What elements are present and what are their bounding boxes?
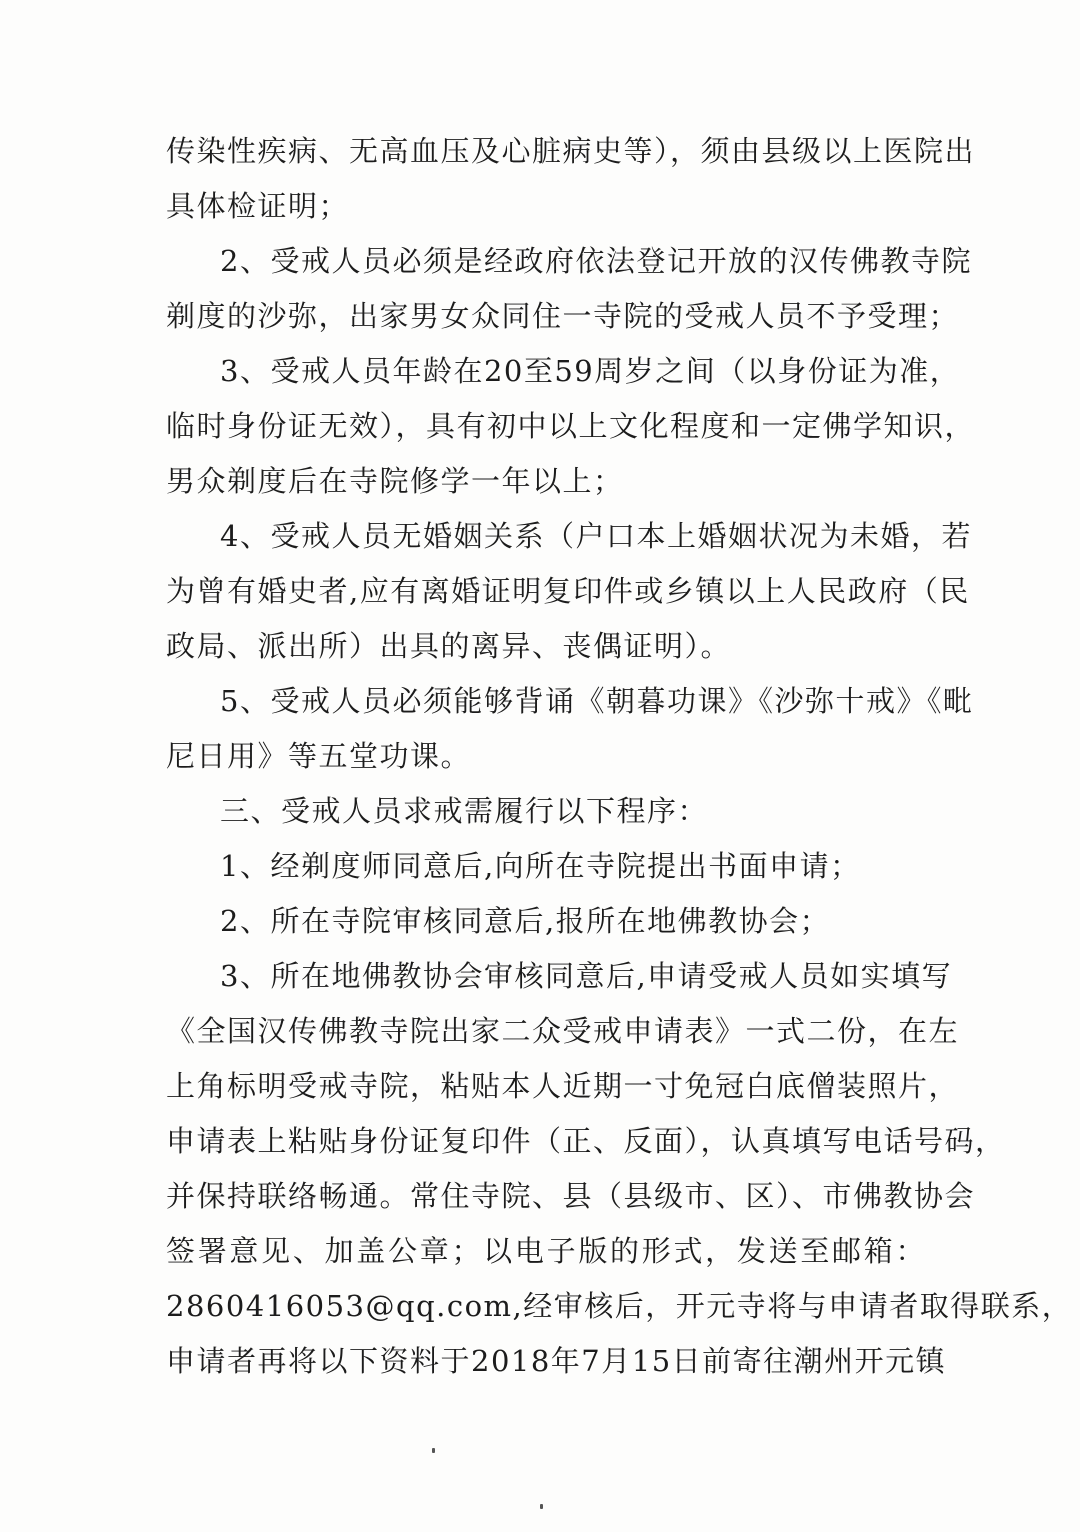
- text-line: 3、所在地佛教协会审核同意后,申请受戒人员如实填写: [220, 959, 953, 993]
- text-line: 5、受戒人员必须能够背诵《朝暮功课》《沙弥十戒》《毗: [220, 684, 974, 718]
- text-line: 3、受戒人员年龄在20至59周岁之间（以身份证为准，: [220, 354, 961, 388]
- text-line: 2、所在寺院审核同意后,报所在地佛教协会；: [220, 904, 831, 938]
- text-line: 传染性疾病、无高血压及心脏病史等），须由县级以上医院出: [166, 134, 976, 168]
- text-line: 并保持联络畅通。常住寺院、县（县级市、区）、市佛教协会: [166, 1179, 976, 1213]
- text-line: 4、受戒人员无婚姻关系（户口本上婚姻状况为未婚，若: [220, 519, 972, 553]
- text-line: 申请者再将以下资料于2018年7月15日前寄往潮州开元镇: [166, 1344, 947, 1378]
- text-line: 签署意见、加盖公章；以电子版的形式，发送至邮箱：: [166, 1234, 926, 1268]
- text-line: 2、受戒人员必须是经政府依法登记开放的汉传佛教寺院: [220, 244, 972, 278]
- text-line: 男众剃度后在寺院修学一年以上；: [166, 464, 624, 498]
- text-line: 《全国汉传佛教寺院出家二众受戒申请表》一式二份，在左: [166, 1014, 960, 1048]
- text-line: 政局、派出所）出具的离异、丧偶证明）。: [166, 629, 732, 663]
- scan-speck: [432, 1448, 435, 1453]
- text-line: 具体检证明；: [166, 189, 350, 223]
- text-line: 为曾有婚史者,应有离婚证明复印件或乡镇以上人民政府（民: [166, 574, 970, 608]
- text-line: 2860416053@qq.com,经审核后，开元寺将与申请者取得联系，: [166, 1289, 1073, 1323]
- text-line: 剃度的沙弥，出家男女众同住一寺院的受戒人员不予受理；: [166, 299, 960, 333]
- section-heading: 三、受戒人员求戒需履行以下程序：: [220, 794, 709, 828]
- text-line: 上角标明受戒寺院，粘贴本人近期一寸免冠白底僧装照片，: [166, 1069, 960, 1103]
- text-line: 尼日用》等五堂功课。: [166, 739, 472, 773]
- text-line: 临时身份证无效），具有初中以上文化程度和一定佛学知识，: [166, 409, 976, 443]
- text-line: 1、经剃度师同意后,向所在寺院提出书面申请；: [220, 849, 861, 883]
- text-line: 申请表上粘贴身份证复印件（正、反面），认真填写电话号码，: [166, 1124, 1006, 1158]
- scan-speck: [540, 1504, 543, 1509]
